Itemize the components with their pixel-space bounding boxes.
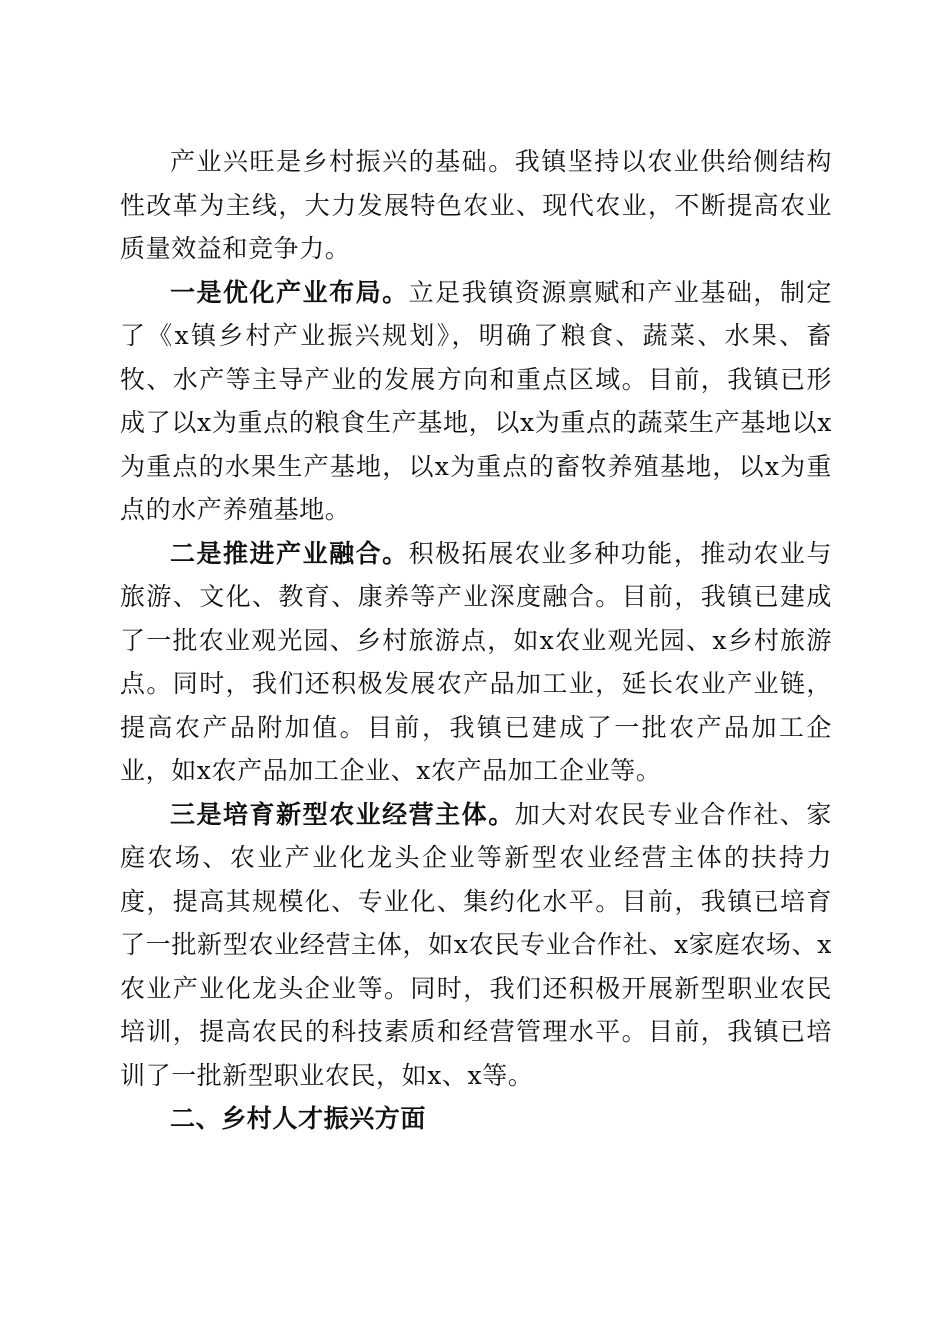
paragraph-lead-layout: 一是优化产业布局。 [170,277,409,307]
paragraph-intro-text: 产业兴旺是乡村振兴的基础。我镇坚持以农业供给侧结构性改革为主线，大力发展特色农业、现代农业，不断提高农业质量效益和竞争力。 [120,147,832,263]
section-heading: 二、乡村人才振兴方面 [170,1104,427,1133]
paragraph-intro [120,140,832,271]
paragraph-industry-integration [120,532,832,793]
paragraph-body-integration: 积极拓展农业多种功能，推动农业与旅游、文化、教育、康养等产业深度融合。目前，我镇已建成了一批农业观光园、乡村旅游点，如x农业观光园、x乡村旅游点。同时，我们还积极发展农产品加工业，延长农业产业链，提高农产品附加值。目前，我镇已建成了一批农产品加工企业，如x农产品加工企业、x农产品加工企业等。 [120,538,832,785]
document-page [120,140,832,1141]
paragraph-lead-entities: 三是培育新型农业经营主体。 [170,799,515,829]
paragraph-lead-integration: 二是推进产业融合。 [170,538,409,568]
paragraph-body-entities: 加大对农民专业合作社、家庭农场、农业产业化龙头企业等新型农业经营主体的扶持力度，提高其规模化、专业化、集约化水平。目前，我镇已培育了一批新型农业经营主体，如x农民专业合作社、x家庭农场、x农业产业化龙头企业等。同时，我们还积极开展新型职业农民培训，提高农民的科技素质和经营管理水平。目前，我镇已培训了一批新型职业农民，如x、x等。 [120,799,832,1090]
paragraph-new-entities [120,793,832,1098]
paragraph-industry-layout [120,271,832,532]
paragraph-body-layout: 立足我镇资源禀赋和产业基础，制定了《x镇乡村产业振兴规划》，明确了粮食、蔬菜、水果、畜牧、水产等主导产业的发展方向和重点区域。目前，我镇已形成了以x为重点的粮食生产基地，以x为重点的蔬菜生产基地以x为重点的水果生产基地，以x为重点的畜牧养殖基地，以x为重点的水产养殖基地。 [120,277,832,524]
